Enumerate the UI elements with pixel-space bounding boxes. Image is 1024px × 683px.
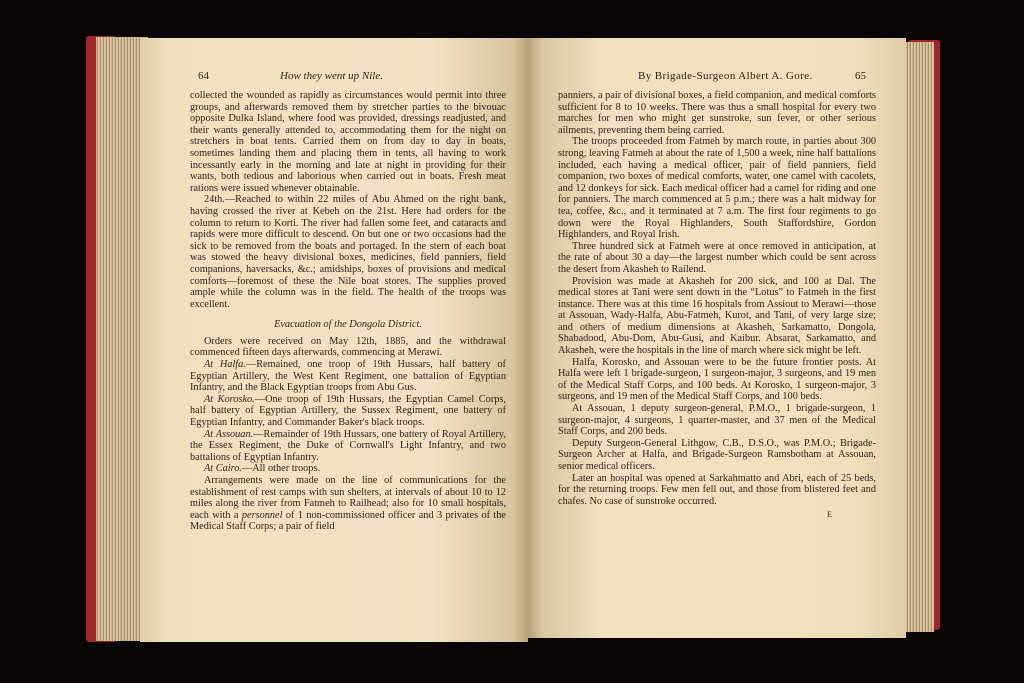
right-page-text xyxy=(558,90,876,521)
place-text: —One troop of 19th Hussars, the Egyptian Camel Corps, half battery of Egyptian Artillery, the Sussex Regiment, one battery of Egyptian Infantry, and Commander Baker's black troops. xyxy=(190,393,506,429)
paragraph: collected the wounded as rapidly as circumstances would permit into three groups, and afterwards removed them by stretcher parties to the bivouac opposite Dulka Island, where food was provided, dressings readjusted, and their wants generally attended to, accommodating them for the night on stretchers in boat tents. Carried them on from day to day in boats, sometimes landing them and placing them in tents, all having to work incessantly early in the morning and late at night in providing for their wants, both tedious and laborious when carried out in boats. Fresh meat rations were issued whenever obtainable. xyxy=(190,90,506,194)
paragraph-halfa xyxy=(190,359,506,394)
left-running-title: How they went up Nile. xyxy=(280,70,383,82)
paragraph: Halfa, Korosko, and Assouan were to be the future frontier posts. At Halfa were left 1 brigade-surgeon, 1 surgeon-major, 3 surgeons, and 19 men of the Medical Staff Corps, and 100 beds. At Korosko, 1 surgeon-major, 3 surgeons, and 19 men of the Medical Staff Corps, and 100 beds. xyxy=(558,356,876,403)
section-subheading: Evacuation of the Dongola District. xyxy=(274,319,422,331)
paragraph: Orders were received on May 12th, 1885, and the withdrawal commenced fifteen days afterwards, commencing at Merawi. xyxy=(190,335,506,359)
paragraph-korosko xyxy=(190,394,506,429)
paragraph: Deputy Surgeon-General Lithgow, C.B., D.S.O., was P.M.O.; Brigade-Surgeon Archer at Halfa, and Brigade-Surgeon Ramsbotham at Assouan, senior medical officers. xyxy=(558,437,876,472)
place-label: At Halfa. xyxy=(204,359,246,371)
text-run: of 1 non-commissioned officer and 3 privates of the Medical Staff Corps; a pair of field xyxy=(190,509,506,533)
paragraph: The troops proceeded from Fatmeh by march route, in parties about 300 strong, leaving Fatmeh at about the rate of 1,500 a week, nine half battalions included, each having a medical officer, pair of field panniers, field companion, two boxes of medical comforts, water, one camel with cacolets, and 12 donkeys for sick. Each medical officer had a camel for riding and one for panniers. The march commenced at 5 p.m.; there was a halt midway for tea, coffee, &c., and it terminated at 7 a.m. The first four regiments to go down were the Royal Highlanders, South Staffordshire, Gordon Highlanders, and Royal Irish. xyxy=(558,136,876,241)
paragraph: panniers, a pair of divisional boxes, a field companion, and medical comforts sufficient for 8 to 10 weeks. There was thus a small hospital for every two marches for men who might get sunstroke, sun fever, or other serious ailments, preventing them being carried. xyxy=(558,90,876,136)
left-page xyxy=(140,38,528,642)
left-page-number: 64 xyxy=(198,70,209,82)
right-running-head xyxy=(558,70,876,90)
italic-word: personnel xyxy=(241,509,283,521)
right-page-number: 65 xyxy=(855,70,866,82)
paragraph: At Assouan, 1 deputy surgeon-general, P.M.O., 1 brigade-surgeon, 1 surgeon-major, 4 surgeons, 1 quarter-master, and 37 men of the Medical Staff Corps, and 200 beds. xyxy=(558,403,876,438)
place-text: —Remainder of 19th Hussars, one battery of Royal Artillery, the Essex Regiment, the Duke of Cornwall's Light Infantry, and two battalions of Egyptian Infantry. xyxy=(190,428,506,463)
paragraph-cairo xyxy=(190,463,506,475)
paragraph: Provision was made at Akasheh for 200 sick, and 100 at Dal. The medical stores at Tani were sent down in the “Lotus” to Fatmeh in the first instance. There was at this time 16 hospitals from Assiout to Merawi—those at Assouan, Wady-Halfa, Abu-Fatmeh, Kurot, and Tani, of very large size; and others of medium dimensions at Akasheh, Sarkamatto, Dongola, Shabadood, Abu-Dom, Abu-Gusi, and Kaibur. Absarat, Sarkamatto, and Akasheh, were the hospitals in the line of march where sick might be left. xyxy=(558,275,876,357)
signature-mark: E xyxy=(827,510,832,520)
paragraph: 24th.—Reached to within 22 miles of Abu Ahmed on the right bank, having crossed the river at Kebeh on the 21st. Here had orders for the column to return to Korti. The river had fallen some feet, and cataracts and rapids were more difficult to descend. On but one or two occasions had the sick to be removed from the boats and portaged. In the stern of each boat was stowed the heavy divisional boxes, medicines, field panniers, field companions, haversacks, &c.; amidships, boxes of provisions and medical comforts—foremost of these the Nile boat stores. The supplies proved ample while the column was in the field. The health of the troops was excellent. xyxy=(190,194,506,310)
place-label: At Assouan. xyxy=(204,428,254,440)
paragraph: Three hundred sick at Fatmeh were at once removed in anticipation, at the rate of about 30 a day—the largest number which could be sent across the desert from Akasheh to Railend. xyxy=(558,240,876,275)
place-label: At Korosko. xyxy=(204,393,255,405)
right-page xyxy=(528,38,906,638)
place-text: —All other troops. xyxy=(241,463,321,475)
paragraph: Later an hospital was opened at Sarkahmatto and Abri, each of 25 beds, for the returning troops. Few men fell out, and those from blistered feet and chafes. No case of sunstroke occurred. xyxy=(558,472,876,507)
paragraph xyxy=(190,475,506,533)
paragraph-assouan xyxy=(190,429,506,464)
text-run: Arrangements were made on the line of communications for the establishment of rest camps with sun shelters, at intervals of about 10 to 12 miles along the river from Fatmeh to Railhead; also for 10 small hospitals, each with a xyxy=(190,475,506,521)
right-running-title: By Brigade-Surgeon Albert A. Gore. xyxy=(638,70,813,82)
left-page-text xyxy=(190,90,506,533)
place-label: At Cairo. xyxy=(204,463,242,475)
left-running-head xyxy=(190,70,506,90)
place-text: —Remained, one troop of 19th Hussars, half battery of Egyptian Artillery, the West Kent Regiment, one battalion of Egyptian Infantry, and the Black Egyptian troops from Abu Gus. xyxy=(190,359,506,394)
